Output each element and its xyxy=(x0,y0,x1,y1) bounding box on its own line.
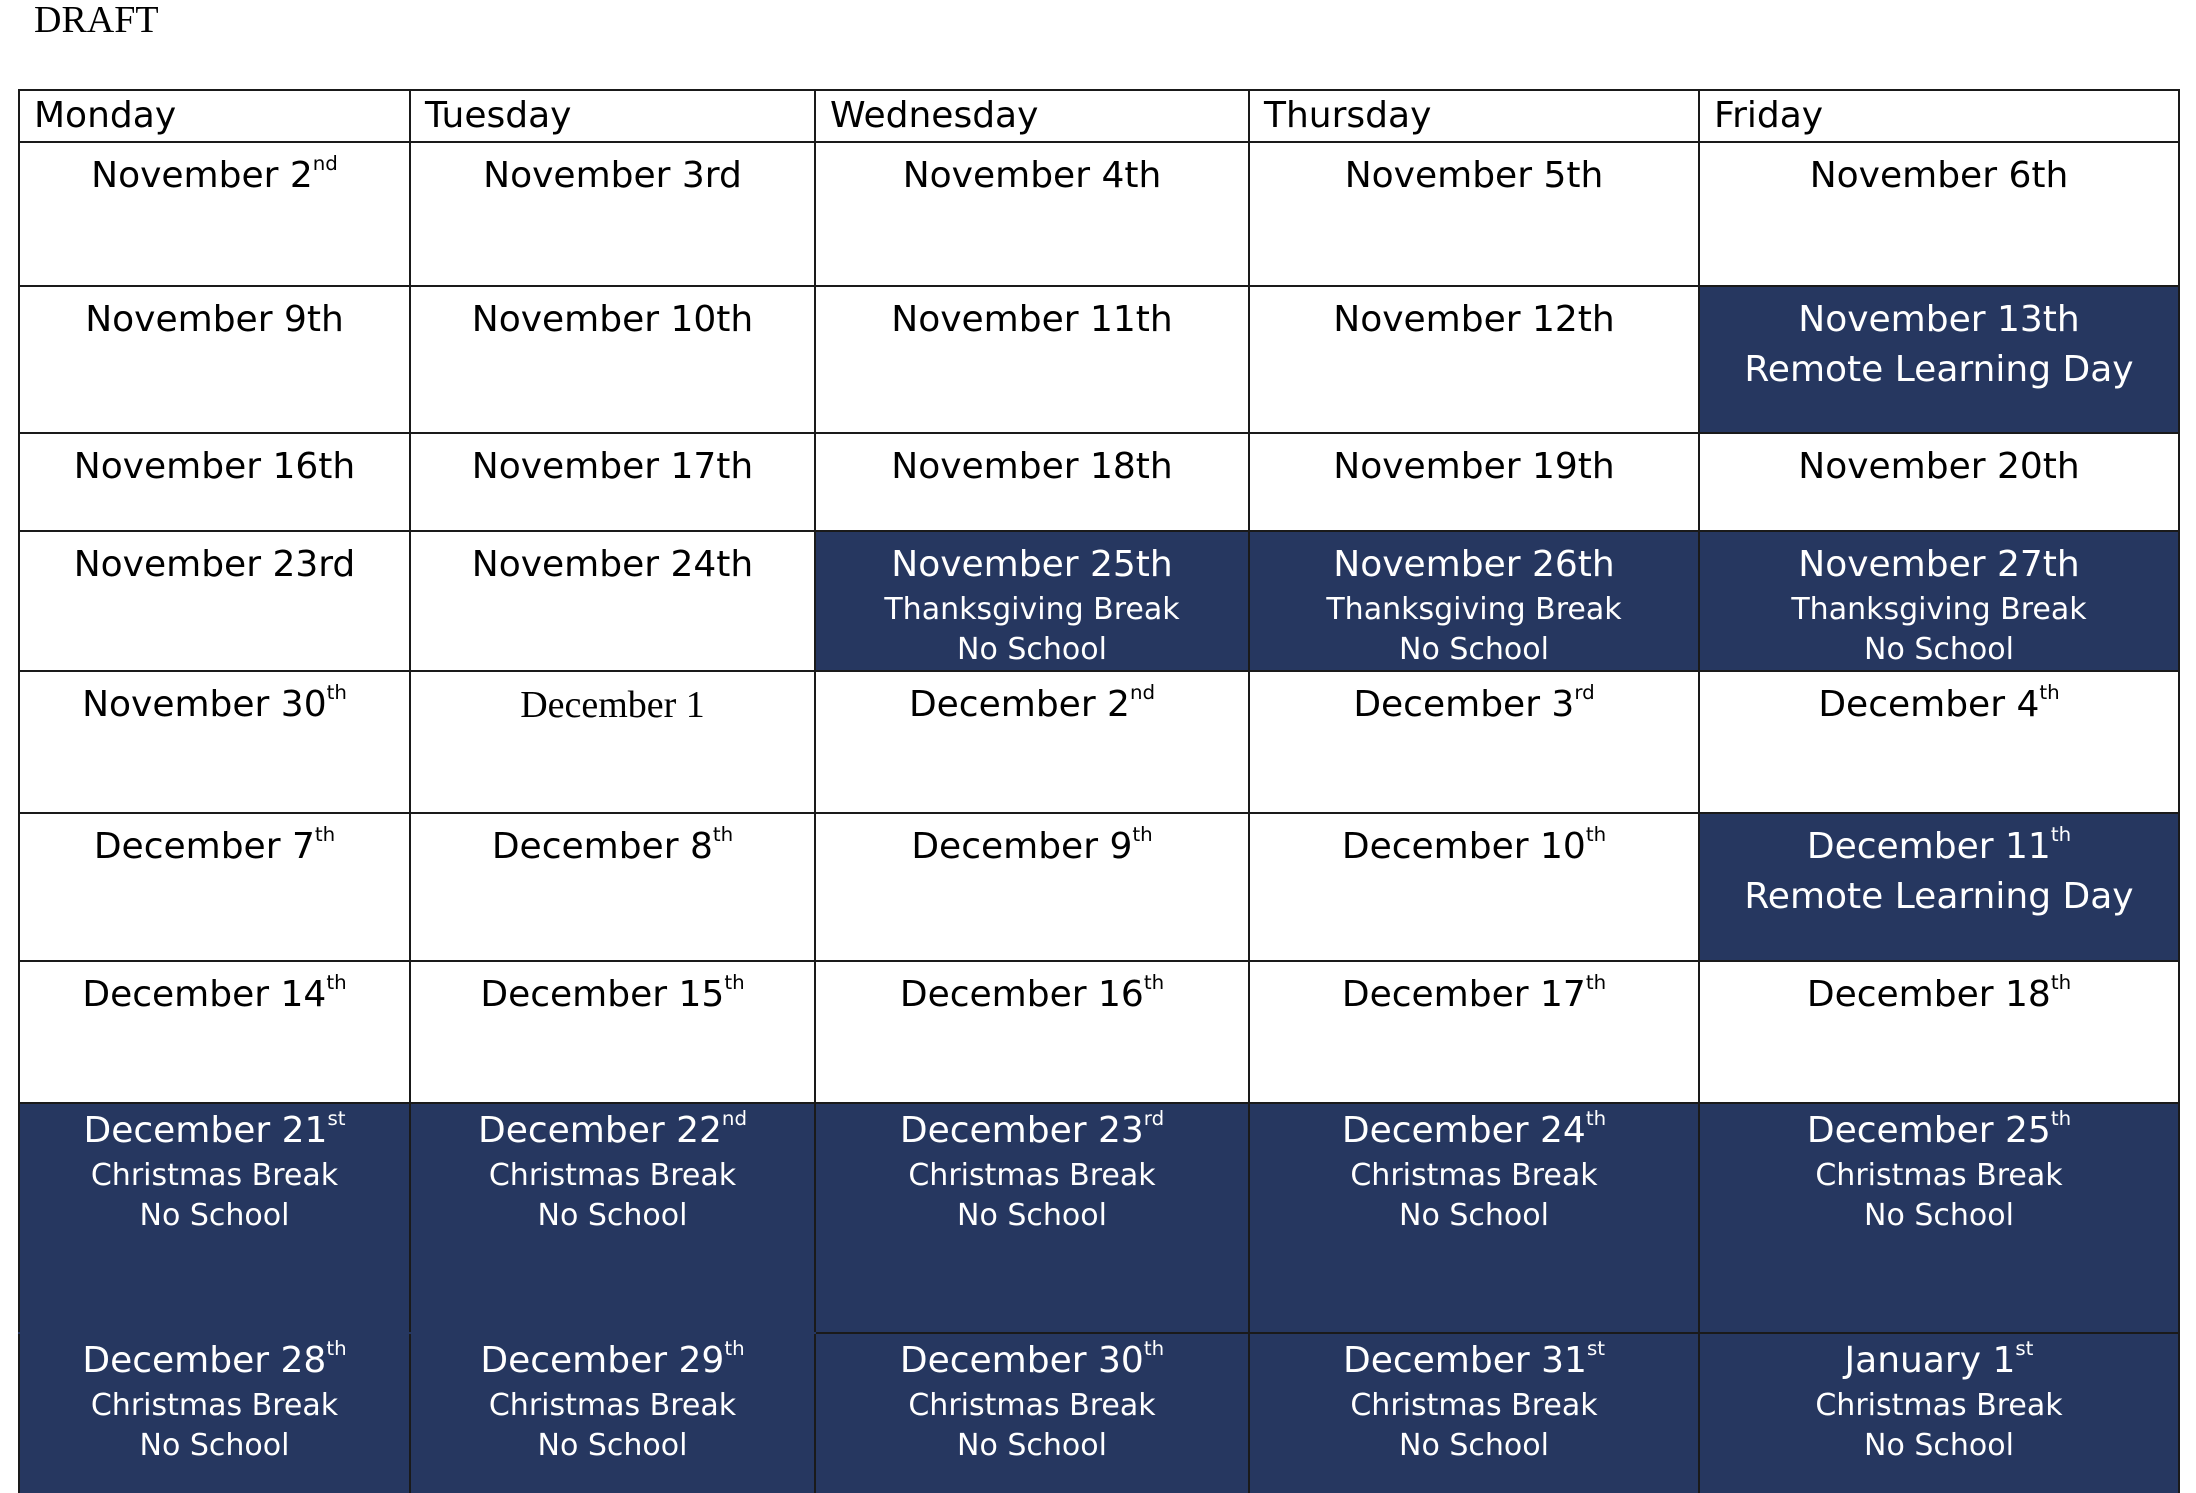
event-note: No School xyxy=(537,1428,688,1463)
event-note: No School xyxy=(1864,632,2014,667)
calendar-week-row xyxy=(19,961,2179,1103)
calendar-week-row xyxy=(19,142,2179,286)
calendar-day-cell xyxy=(815,961,1249,1103)
event-note: No School xyxy=(957,632,1107,667)
calendar-day-cell xyxy=(1249,961,1699,1103)
calendar-week-row xyxy=(19,813,2179,961)
date-text: December 1 xyxy=(520,684,705,726)
date-label xyxy=(1250,1336,1698,1386)
date-text: November 23rd xyxy=(73,544,356,585)
weekday-header: Friday xyxy=(1699,90,2179,142)
date-ordinal-suffix: st xyxy=(327,1107,346,1131)
calendar-week-row xyxy=(19,286,2179,433)
date-text: November 16th xyxy=(73,446,356,487)
event-note: Christmas Break xyxy=(488,1158,737,1193)
date-text: November 30 xyxy=(82,684,327,725)
date-text: November 6th xyxy=(1809,155,2069,196)
date-label xyxy=(411,295,814,345)
calendar-day-cell xyxy=(1699,671,2179,813)
date-text: December 14 xyxy=(82,974,327,1015)
date-ordinal-suffix: th xyxy=(1585,971,1607,995)
date-text: December 23 xyxy=(899,1110,1144,1151)
date-label xyxy=(20,822,409,872)
calendar-day-cell xyxy=(19,1333,410,1493)
event-note: Christmas Break xyxy=(90,1388,339,1423)
date-label xyxy=(1250,442,1698,492)
calendar-day-cell xyxy=(19,286,410,433)
event-note: No School xyxy=(139,1198,290,1233)
weekday-header: Tuesday xyxy=(410,90,815,142)
date-label xyxy=(1700,822,2178,872)
date-label xyxy=(1250,1106,1698,1156)
calendar-day-cell xyxy=(410,961,815,1103)
calendar-day-cell xyxy=(1699,142,2179,286)
calendar-week-row xyxy=(19,1333,2179,1493)
calendar-day-cell xyxy=(410,286,815,433)
date-ordinal-suffix: th xyxy=(1585,823,1607,847)
date-ordinal-suffix: th xyxy=(724,971,745,995)
date-ordinal-suffix: st xyxy=(2015,1337,2034,1361)
event-note: No School xyxy=(1399,1428,1549,1463)
event-note: Remote Learning Day xyxy=(1744,876,2134,917)
weekday-header: Thursday xyxy=(1249,90,1699,142)
date-text: December 28 xyxy=(82,1340,327,1381)
date-text: November 19th xyxy=(1333,446,1615,487)
calendar-day-cell xyxy=(1249,433,1699,531)
calendar-day-cell xyxy=(815,1333,1249,1493)
calendar-day-cell xyxy=(815,286,1249,433)
calendar-day-cell xyxy=(410,671,815,813)
date-label xyxy=(816,1106,1248,1156)
calendar-week-row xyxy=(19,433,2179,531)
date-label xyxy=(1700,970,2178,1020)
draft-label: DRAFT xyxy=(34,0,159,41)
date-text: December 18 xyxy=(1806,974,2051,1015)
date-label xyxy=(20,1336,409,1386)
event-note: Thanksgiving Break xyxy=(1791,592,2087,627)
calendar-day-cell xyxy=(1249,286,1699,433)
date-label xyxy=(411,822,814,872)
date-ordinal-suffix: th xyxy=(1143,1337,1165,1361)
date-ordinal-suffix: nd xyxy=(1129,681,1156,705)
date-ordinal-suffix: th xyxy=(1132,823,1153,847)
date-label xyxy=(411,970,814,1020)
date-text: December 7 xyxy=(93,826,315,867)
event-note: No School xyxy=(1864,1198,2014,1233)
date-text: November 17th xyxy=(471,446,754,487)
date-ordinal-suffix: th xyxy=(1143,971,1165,995)
date-label xyxy=(816,151,1248,201)
date-ordinal-suffix: th xyxy=(712,823,734,847)
calendar-day-cell xyxy=(1699,961,2179,1103)
date-label xyxy=(1250,970,1698,1020)
date-text: December 16 xyxy=(899,974,1144,1015)
date-ordinal-suffix: nd xyxy=(721,1107,748,1131)
calendar-week-row xyxy=(19,1103,2179,1333)
calendar-day-cell xyxy=(1699,813,2179,961)
date-text: November 9th xyxy=(85,299,344,340)
date-text: December 4 xyxy=(1818,684,2040,725)
date-text: December 30 xyxy=(899,1340,1144,1381)
event-note: No School xyxy=(1399,632,1549,667)
date-label xyxy=(816,1336,1248,1386)
event-note: Thanksgiving Break xyxy=(884,592,1180,627)
event-note: Remote Learning Day xyxy=(1744,349,2134,390)
event-note: Christmas Break xyxy=(908,1158,1156,1193)
calendar-day-cell xyxy=(1699,433,2179,531)
date-text: November 13th xyxy=(1798,299,2080,340)
date-text: December 2 xyxy=(908,684,1130,725)
date-ordinal-suffix: th xyxy=(724,1337,745,1361)
event-note: Christmas Break xyxy=(90,1158,339,1193)
calendar-week-row xyxy=(19,671,2179,813)
date-text: November 25th xyxy=(891,544,1173,585)
calendar-day-cell xyxy=(1249,671,1699,813)
calendar-day-cell xyxy=(815,531,1249,671)
event-note: Christmas Break xyxy=(908,1388,1156,1423)
date-label xyxy=(1250,295,1698,345)
date-label xyxy=(411,1106,814,1156)
date-text: December 8 xyxy=(491,826,713,867)
event-note: No School xyxy=(139,1428,290,1463)
date-text: December 31 xyxy=(1343,1340,1587,1381)
date-label xyxy=(1700,295,2178,345)
date-text: November 5th xyxy=(1344,155,1604,196)
date-ordinal-suffix: nd xyxy=(312,152,338,176)
event-note: No School xyxy=(957,1198,1107,1233)
weekday-header: Wednesday xyxy=(815,90,1249,142)
date-label xyxy=(816,970,1248,1020)
date-ordinal-suffix: rd xyxy=(1574,681,1595,705)
calendar-day-cell xyxy=(1249,1333,1699,1493)
date-text: December 17 xyxy=(1341,974,1586,1015)
date-ordinal-suffix: th xyxy=(2050,971,2072,995)
date-label xyxy=(1250,151,1698,201)
date-ordinal-suffix: th xyxy=(314,823,336,847)
calendar-day-cell xyxy=(19,1103,410,1333)
date-label xyxy=(1700,540,2178,590)
date-text: November 2 xyxy=(91,155,313,196)
calendar-day-cell xyxy=(19,142,410,286)
weekday-header-row xyxy=(19,90,2179,142)
date-text: November 3rd xyxy=(483,155,742,196)
calendar-day-cell xyxy=(1699,286,2179,433)
calendar-day-cell xyxy=(410,433,815,531)
date-ordinal-suffix: th xyxy=(2050,1107,2072,1131)
date-text: January 1 xyxy=(1844,1340,2016,1381)
date-label xyxy=(411,680,814,730)
date-label xyxy=(816,540,1248,590)
date-text: November 12th xyxy=(1333,299,1615,340)
date-label xyxy=(20,295,409,345)
date-ordinal-suffix: st xyxy=(1586,1337,1605,1361)
date-ordinal-suffix: rd xyxy=(1143,1107,1165,1131)
calendar-day-cell xyxy=(410,1103,815,1333)
date-text: November 10th xyxy=(471,299,754,340)
date-label xyxy=(816,822,1248,872)
date-text: November 26th xyxy=(1333,544,1615,585)
date-ordinal-suffix: th xyxy=(2039,681,2060,705)
date-text: December 9 xyxy=(911,826,1133,867)
date-text: November 27th xyxy=(1798,544,2080,585)
date-ordinal-suffix: th xyxy=(2050,823,2072,847)
date-label xyxy=(411,151,814,201)
calendar-day-cell xyxy=(1699,1333,2179,1493)
date-label xyxy=(411,540,814,590)
date-ordinal-suffix: th xyxy=(326,681,347,705)
date-label xyxy=(20,151,409,201)
calendar-day-cell xyxy=(410,531,815,671)
calendar-day-cell xyxy=(1699,531,2179,671)
date-text: December 24 xyxy=(1341,1110,1586,1151)
date-label xyxy=(1250,680,1698,730)
calendar-day-cell xyxy=(19,531,410,671)
date-text: December 11 xyxy=(1806,826,2051,867)
calendar-day-cell xyxy=(19,961,410,1103)
event-note: No School xyxy=(1399,1198,1549,1233)
date-text: December 25 xyxy=(1806,1110,2051,1151)
date-text: December 21 xyxy=(83,1110,328,1151)
date-label xyxy=(1700,151,2178,201)
date-label xyxy=(20,442,409,492)
event-note: Christmas Break xyxy=(488,1388,737,1423)
date-label xyxy=(20,970,409,1020)
calendar-day-cell xyxy=(410,142,815,286)
date-label xyxy=(1700,680,2178,730)
date-text: December 10 xyxy=(1341,826,1586,867)
calendar-day-cell xyxy=(1249,1103,1699,1333)
date-text: November 11th xyxy=(891,299,1173,340)
date-label xyxy=(411,1336,814,1386)
event-note: Christmas Break xyxy=(1350,1158,1598,1193)
date-text: November 18th xyxy=(891,446,1173,487)
date-label xyxy=(20,680,409,730)
calendar-day-cell xyxy=(1249,813,1699,961)
event-note: Thanksgiving Break xyxy=(1326,592,1622,627)
event-note: Christmas Break xyxy=(1815,1388,2063,1423)
calendar-day-cell xyxy=(19,433,410,531)
calendar-day-cell xyxy=(19,813,410,961)
date-ordinal-suffix: th xyxy=(326,1337,347,1361)
event-note: No School xyxy=(957,1428,1107,1463)
date-label xyxy=(20,1106,409,1156)
date-label xyxy=(1700,442,2178,492)
date-ordinal-suffix: th xyxy=(326,971,347,995)
calendar-day-cell xyxy=(410,1333,815,1493)
date-label xyxy=(816,295,1248,345)
calendar-day-cell xyxy=(1699,1103,2179,1333)
date-text: December 3 xyxy=(1353,684,1575,725)
date-label xyxy=(816,680,1248,730)
date-label xyxy=(1250,540,1698,590)
date-label xyxy=(20,540,409,590)
date-label xyxy=(816,442,1248,492)
date-text: November 4th xyxy=(902,155,1162,196)
date-text: December 22 xyxy=(477,1110,722,1151)
calendar-day-cell xyxy=(815,142,1249,286)
date-text: November 20th xyxy=(1798,446,2080,487)
date-text: December 15 xyxy=(480,974,725,1015)
date-label xyxy=(1700,1106,2178,1156)
event-note: Christmas Break xyxy=(1350,1388,1598,1423)
event-note: Christmas Break xyxy=(1815,1158,2063,1193)
calendar-day-cell xyxy=(1249,142,1699,286)
calendar-day-cell xyxy=(815,671,1249,813)
calendar-day-cell xyxy=(410,813,815,961)
calendar-day-cell xyxy=(1249,531,1699,671)
calendar-day-cell xyxy=(815,1103,1249,1333)
date-text: December 29 xyxy=(480,1340,725,1381)
event-note: No School xyxy=(537,1198,688,1233)
calendar-day-cell xyxy=(815,433,1249,531)
date-label xyxy=(1700,1336,2178,1386)
calendar-table xyxy=(18,89,2180,1493)
weekday-header: Monday xyxy=(19,90,410,142)
date-text: November 24th xyxy=(471,544,754,585)
event-note: No School xyxy=(1864,1428,2014,1463)
date-ordinal-suffix: th xyxy=(1585,1107,1607,1131)
date-label xyxy=(1250,822,1698,872)
calendar-day-cell xyxy=(19,671,410,813)
date-label xyxy=(411,442,814,492)
calendar-day-cell xyxy=(815,813,1249,961)
calendar-week-row xyxy=(19,531,2179,671)
